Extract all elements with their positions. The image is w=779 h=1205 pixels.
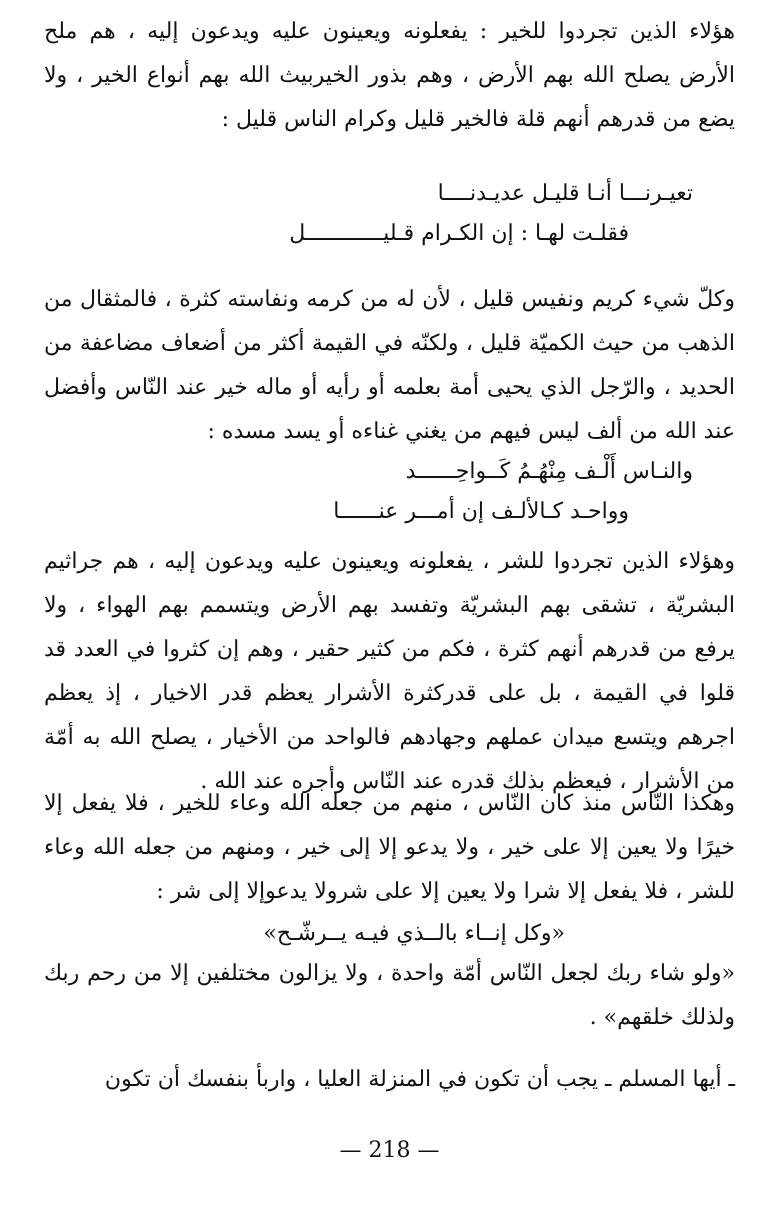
- paragraph-3: وهؤلاء الذين تجردوا للشر ، يفعلونه ويعينون عليه ويدعون إليه ، هم جراثيم البشريّة ، تشقى بهم البشريّة وتفسد بهم الأرض ويتسمم بهم الهواء ، ولا يرفع من قدرهم أنهم كثرة ، فكم من كثير حقير ، وهم إن كثروا في العدد قد قلوا في القيمة ، بل على قدركثرة الأشرار يعظم قدر الاخيار ، إذ يعظم اجرهم ويتسع ميدان عملهم وجهادهم فالواحد من الأخيار ، يصلح الله به أمّة من الأشرار ، فيعظم بذلك قدره عند النّاس وأجره عند الله .: [44, 549, 735, 794]
- verse-2-second-hemistich: وواحـد كـالألـف إن أمـــر عنــــــا: [333, 499, 629, 524]
- paragraph-4: وهكذا النّاس منذ كان النّاس ، منهم من جعله الله وعاء للخير ، فلا يفعل إلا خيرًا ولا يعين إلا على خير ، ولا يدعو إلا إلى خير ، ومنهم من جعله الله وعاء للشر ، فلا يفعل إلا شرا ولا يعين إلا على شرولا يدعوإلا إلى شر :: [44, 791, 735, 904]
- quran-quote-paragraph: «ولو شاء ربك لجعل النّاس أمّة واحدة ، ولا يزالون مختلفين إلا من رحم ربك ولذلك خلقهم» .: [44, 961, 735, 1030]
- verse-3-quote: «وكل إنــاء بالــذي فيـه يــرشّـح»: [263, 921, 565, 946]
- page-number: — 218 —: [339, 1138, 440, 1163]
- verse-1-first-hemistich: تعيـرنـــا أنـا قليـل عديـدنــــا: [437, 181, 693, 206]
- verse-1-second-hemistich: فقلـت لهـا : إن الكـرام قـليــــــــــــل: [289, 221, 629, 246]
- verse-2-first-hemistich: والنـاس أَلْـف مِنْهُـمُ كَــواحِــــــد: [405, 459, 693, 484]
- paragraph-1: هؤلاء الذين تجردوا للخير : يفعلونه ويعينون عليه ويدعون إليه ، هم ملح الأرض يصلح الله بهم الأرض ، وهم بذور الخيربيث الله بهم أنواع الخير ، ولا يضع من قدرهم أنهم قلة فالخير قليل وكرام الناس قليل :: [44, 19, 735, 132]
- paragraph-6: ـ أيها المسلم ـ يجب أن تكون في المنزلة العليا ، واربأ بنفسك أن تكون: [104, 1067, 735, 1092]
- paragraph-2: وكلّ شيء كريم ونفيس قليل ، لأن له من كرمه ونفاسته كثرة ، فالمثقال من الذهب من حيث الكميّة قليل ، ولكنّه في القيمة أكثر من أضعاف مضاعفة من الحديد ، والرّجل الذي يحيى أمة بعلمه أو رأيه أو ماله خير عند النّاس وأفضل عند الله من ألف ليس فيهم من يغني غناءه أو يسد مسده :: [44, 287, 735, 444]
